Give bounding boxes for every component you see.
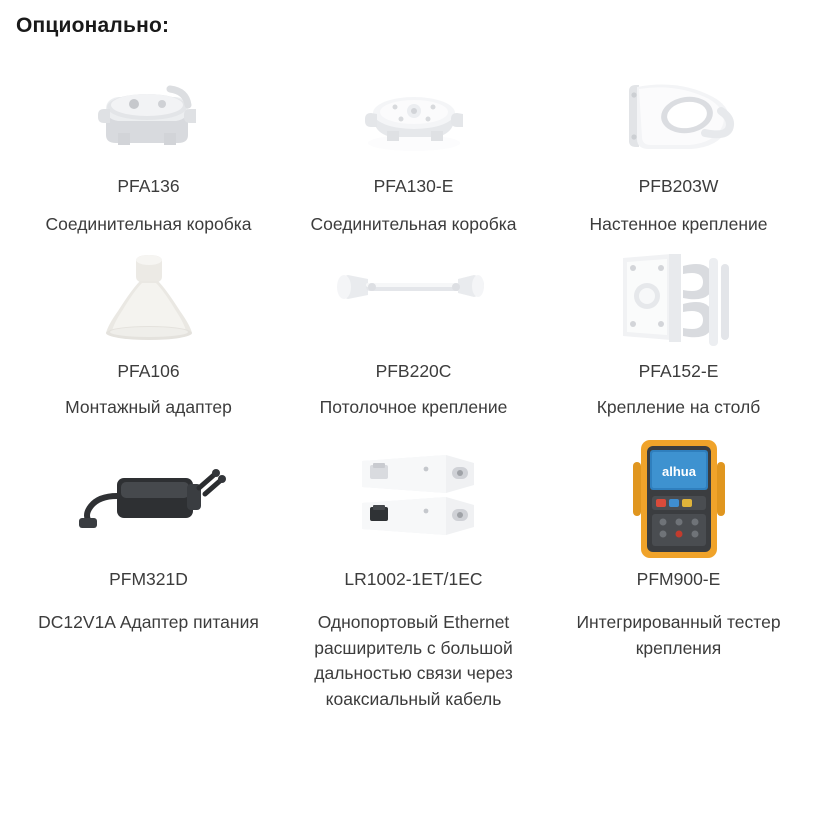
accessory-code: PFM900-E — [636, 568, 721, 589]
accessory-desc: Интегрированный тестер крепления — [576, 612, 781, 658]
accessory-item-pfa106 — [16, 237, 281, 420]
accessory-item-pfm321d — [16, 421, 281, 712]
junction-box-round-icon — [287, 62, 540, 170]
accessory-grid-row-2 — [16, 237, 811, 420]
accessory-code: PFA106 — [117, 361, 180, 382]
accessory-desc: Монтажный адаптер — [65, 397, 232, 418]
accessory-code: PFA130-E — [373, 176, 454, 196]
accessory-code: PFA136 — [117, 176, 180, 196]
accessory-desc: Соединительная коробка — [310, 213, 517, 234]
page-title: Опционально: — [16, 14, 170, 37]
accessory-desc: Однопортовый Ethernet расширитель с большой дальностью связи через коаксиальный кабель — [314, 612, 513, 709]
pole-mount-bracket-icon — [552, 243, 805, 355]
accessory-desc: DC12V1A Адаптер питания — [38, 612, 259, 633]
accessory-desc: Потолочное крепление — [319, 397, 508, 418]
accessory-desc: Крепление на столб — [596, 397, 761, 418]
accessory-item-pfa136 — [16, 48, 281, 237]
mount-adapter-icon — [22, 243, 275, 355]
accessory-code: PFM321D — [109, 568, 188, 589]
power-adapter-icon — [22, 435, 275, 563]
accessory-item-pfa130e — [281, 48, 546, 237]
network-tester-icon — [552, 435, 805, 563]
junction-box-square-icon — [22, 62, 275, 170]
ethernet-extender-icon — [287, 435, 540, 563]
accessory-code: PFB220C — [375, 361, 452, 382]
wall-mount-bracket-icon — [552, 62, 805, 170]
accessory-item-pfa152e — [546, 237, 811, 420]
accessory-item-pfb203w — [546, 48, 811, 237]
accessory-grid-row-1 — [16, 48, 811, 237]
accessory-code: PFA152-E — [638, 361, 719, 382]
accessory-grid-row-3 — [16, 421, 811, 712]
accessory-code: LR1002-1ET/1EC — [344, 568, 483, 589]
accessory-item-pfm900e — [546, 421, 811, 712]
accessory-code: PFB203W — [638, 176, 719, 196]
accessory-desc: Соединительная коробка — [45, 213, 252, 234]
svg-text:alhua: alhua — [661, 463, 696, 479]
accessory-item-pfb220c — [281, 237, 546, 420]
accessory-item-lr1002 — [281, 421, 546, 712]
ceiling-mount-pole-icon — [287, 243, 540, 355]
accessory-desc: Настенное крепление — [589, 213, 768, 234]
